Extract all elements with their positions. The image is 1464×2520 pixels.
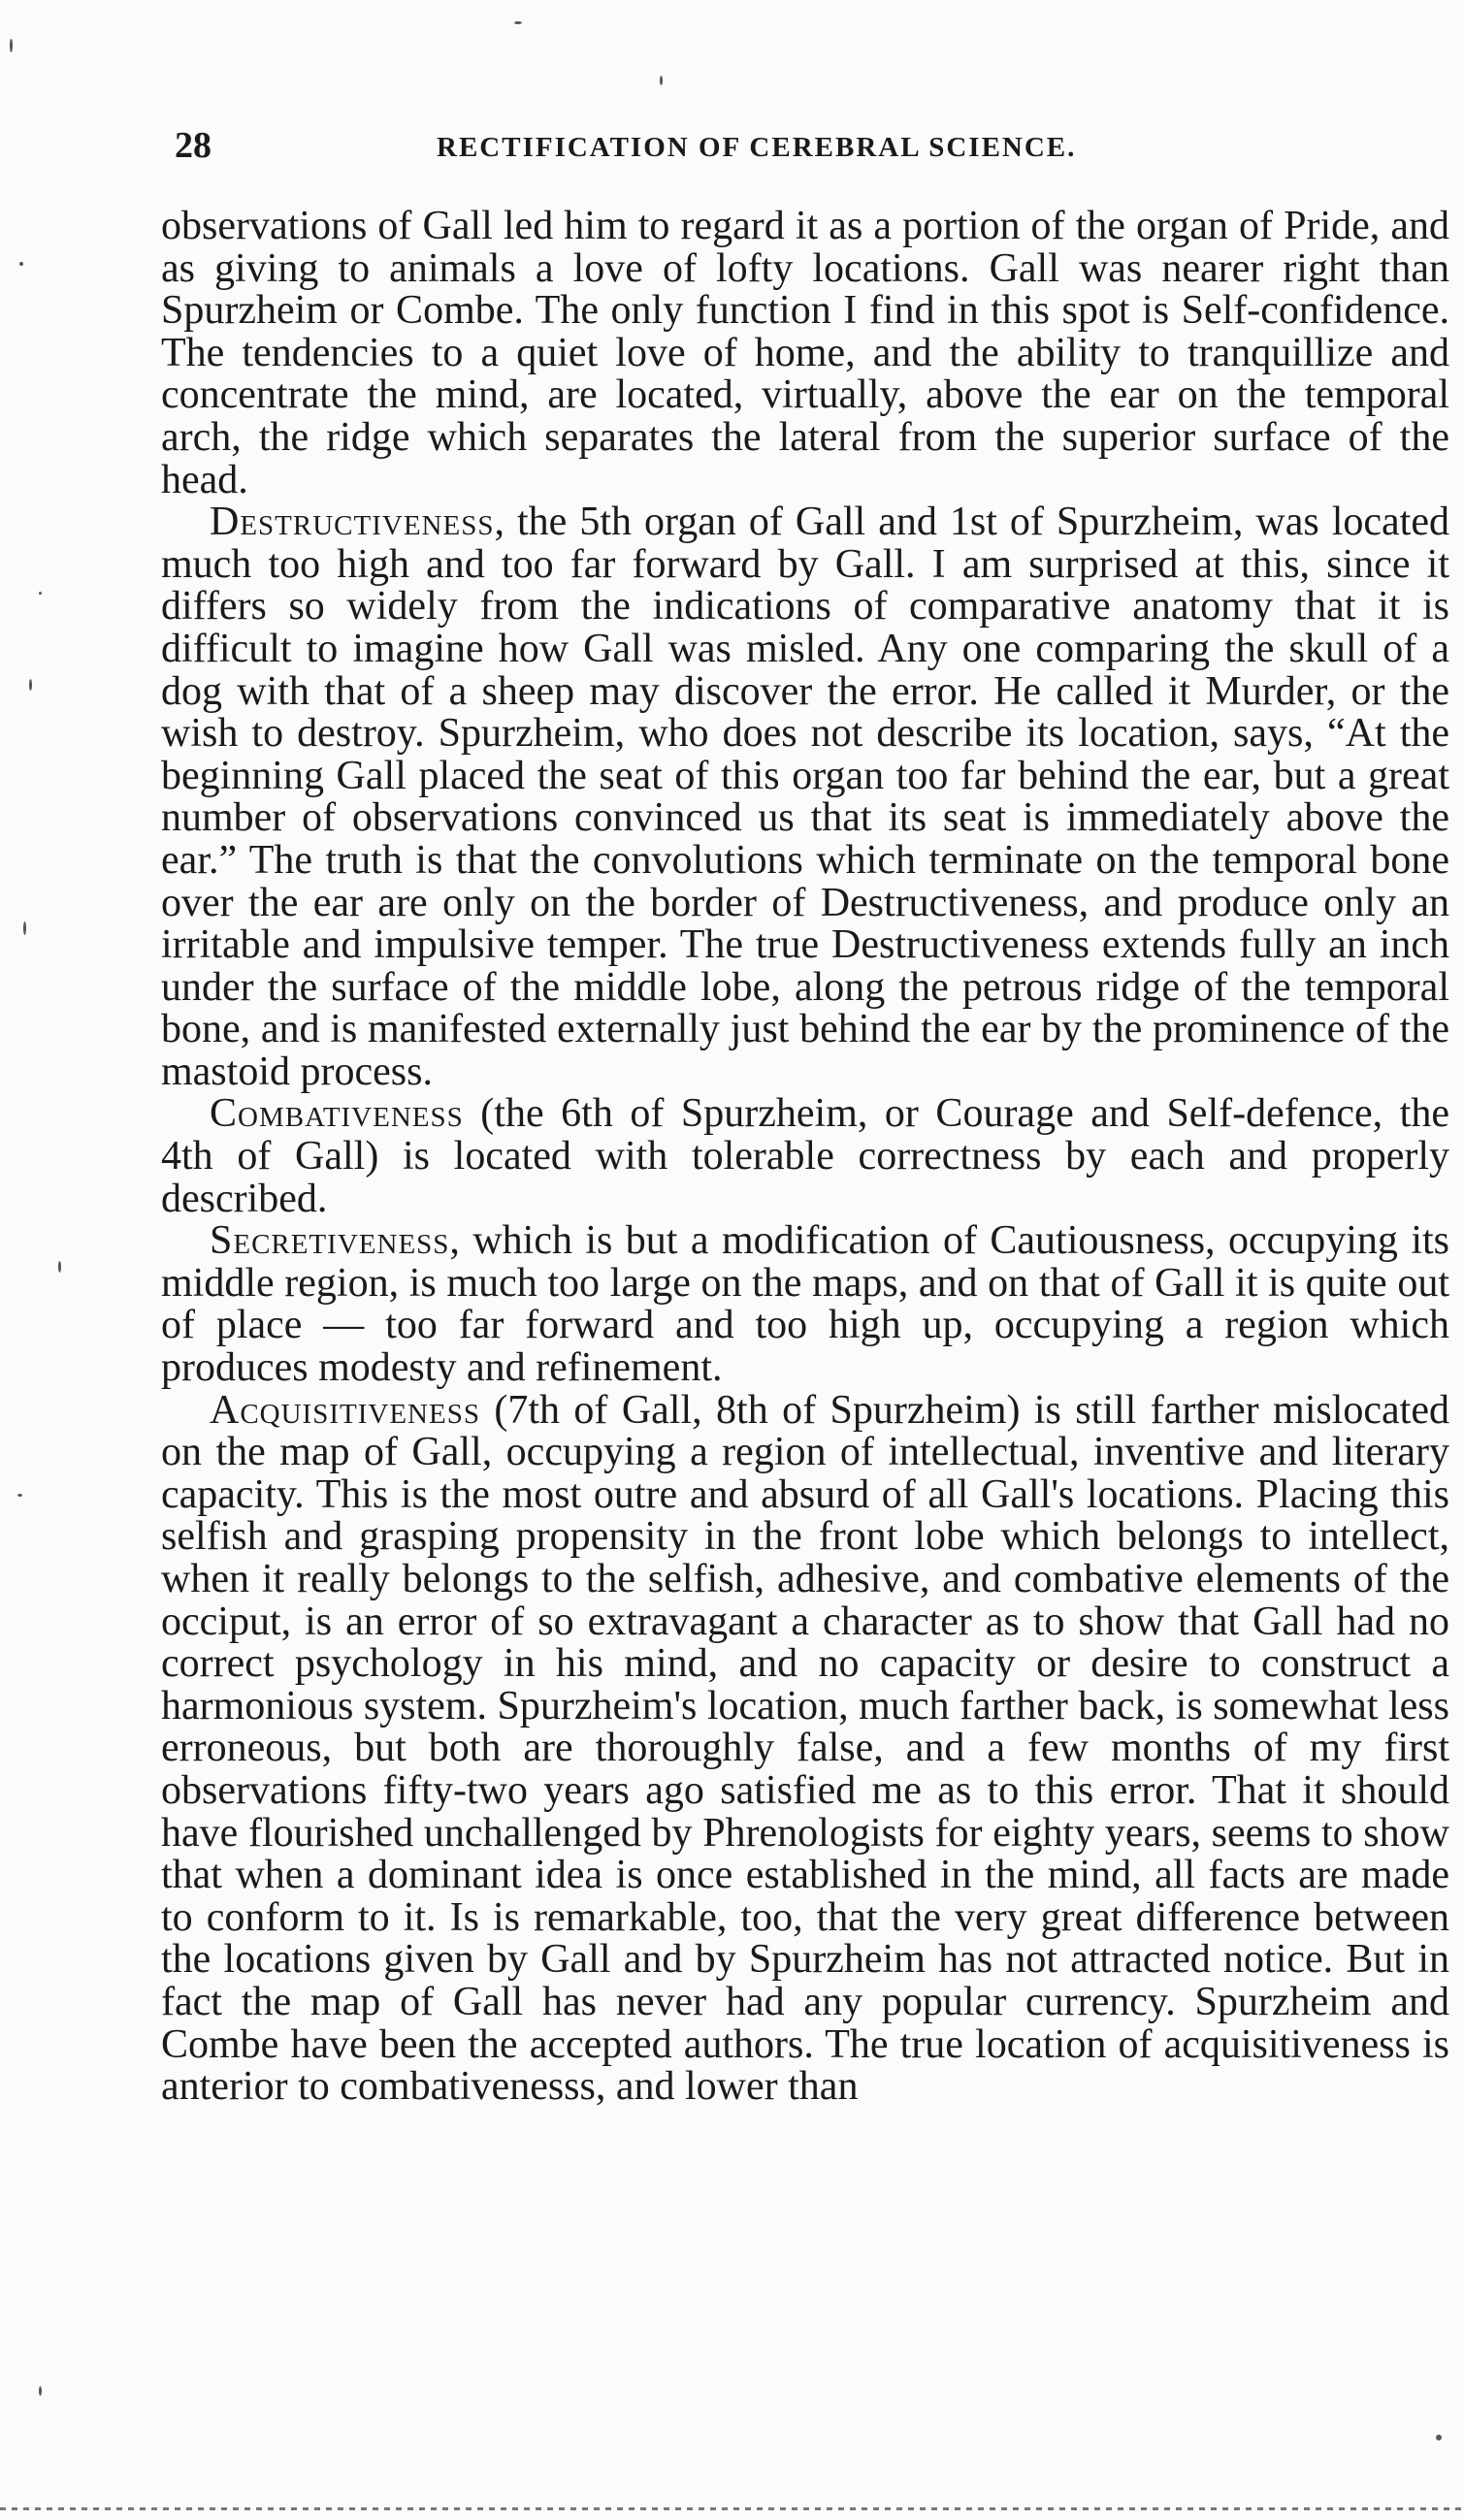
paragraph-text: observations of Gall led him to regard it as a portion of the organ of Pride, and as giving to animals a love of lofty locations. Gall was nearer right than Spurzheim or Combe. The only function I find in this spot is Self-confidence. The tendencies to a quiet love of home, and the ability to tranquillize and concentrate the mind, are located, virtually, above the ear on the temporal arch, the ridge which separates the lateral from the superior surface of the head.: [161, 204, 1449, 502]
paragraph-1: [161, 206, 1449, 501]
paragraph-lead: Acquisitiveness: [210, 1387, 480, 1433]
scan-speck: [660, 76, 663, 85]
scan-speck: [39, 592, 42, 595]
paragraph-combativeness: [161, 1093, 1449, 1220]
paragraph-text: , which is but a modification of Cautiousness, occupying its middle region, is much too large on the maps, and on that of Gall it is quite out of place — too far forward and too high up, occupying a region which produces modesty and refinement.: [161, 1218, 1449, 1391]
page-number: 28: [175, 125, 211, 166]
paragraph-text: (7th of Gall, 8th of Spurzheim) is still farther mislocated on the map of Gall, occupying a region of intellectual, inventive and literary capacity. This is the most outre and absurd of all Gall's locations. Placing this selfish and grasping propensity in the front lobe which belongs to intellect, when it really belongs to the selfish, adhesive, and combative elements of the occiput, is an error of so extravagant a character as to show that Gall had no correct psychology in his mind, and no capacity or desire to construct a harmonious system. Spurzheim's location, much farther back, is somewhat less erroneous, but both are thoroughly false, and a few months of my first observations fifty-two years ago satisfied me as to this error. That it should have flourished unchallenged by Phrenologists for eighty years, seems to show that when a dominant idea is once established in the mind, all facts are made to conform to it. Is is remarkable, too, that the very great difference between the locations given by Gall and by Spurzheim has not attracted notice. But in fact the map of Gall has never had any popular currency. Spurzheim and Combe have been the accepted authors. The true location of acquisitiveness is anterior to combativenesss, and lower than: [161, 1387, 1449, 2110]
page-header: [175, 124, 1252, 173]
scan-speck: [29, 679, 32, 691]
paragraph-lead: Secretiveness: [210, 1218, 450, 1264]
paragraph-destructiveness: [161, 501, 1449, 1093]
paragraph-secretiveness: [161, 1220, 1449, 1389]
scan-speck: [1436, 2435, 1442, 2440]
running-head: RECTIFICATION OF CEREBRAL SCIENCE.: [437, 132, 1077, 163]
paragraph-acquisitiveness: [161, 1387, 1449, 2110]
body-text: [161, 206, 1449, 2109]
paragraph-text: (the 6th of Spurzheim, or Courage and Self-defence, the 4th of Gall) is located with tolerable correctness by each and properly described.: [161, 1091, 1449, 1221]
paragraph-lead: Combativeness: [210, 1091, 464, 1137]
scan-speck: [39, 2386, 42, 2396]
scan-bottom-edge: [0, 2507, 1464, 2510]
scan-speck: [17, 1494, 22, 1497]
scan-speck: [514, 21, 522, 24]
scan-speck: [19, 262, 23, 266]
paragraph-text: , the 5th organ of Gall and 1st of Spurzheim, was located much too high and too far forward by Gall. I am surprised at this, since it differs so widely from the indications of comparative anatomy that it is difficult to imagine how Gall was misled. Any one comparing the skull of a dog with that of a sheep may discover the error. He called it Murder, or the wish to destroy. Spurzheim, who does not describe its location, says, “At the beginning Gall placed the seat of this organ too far behind the ear, but a great number of observations convinced us that its seat is immediately above the ear.” The truth is that the convolutions which terminate on the temporal bone over the ear are only on the border of Destructiveness, and produce only an irritable and impulsive temper. The true Destructiveness extends fully an inch under the surface of the middle lobe, along the petrous ridge of the temporal bone, and is manifested externally just behind the ear by the prominence of the mastoid process.: [161, 500, 1449, 1094]
paragraph-lead: Destructiveness: [210, 500, 495, 545]
scan-speck: [23, 921, 26, 935]
scan-speck: [10, 39, 13, 52]
scan-speck: [58, 1261, 61, 1273]
